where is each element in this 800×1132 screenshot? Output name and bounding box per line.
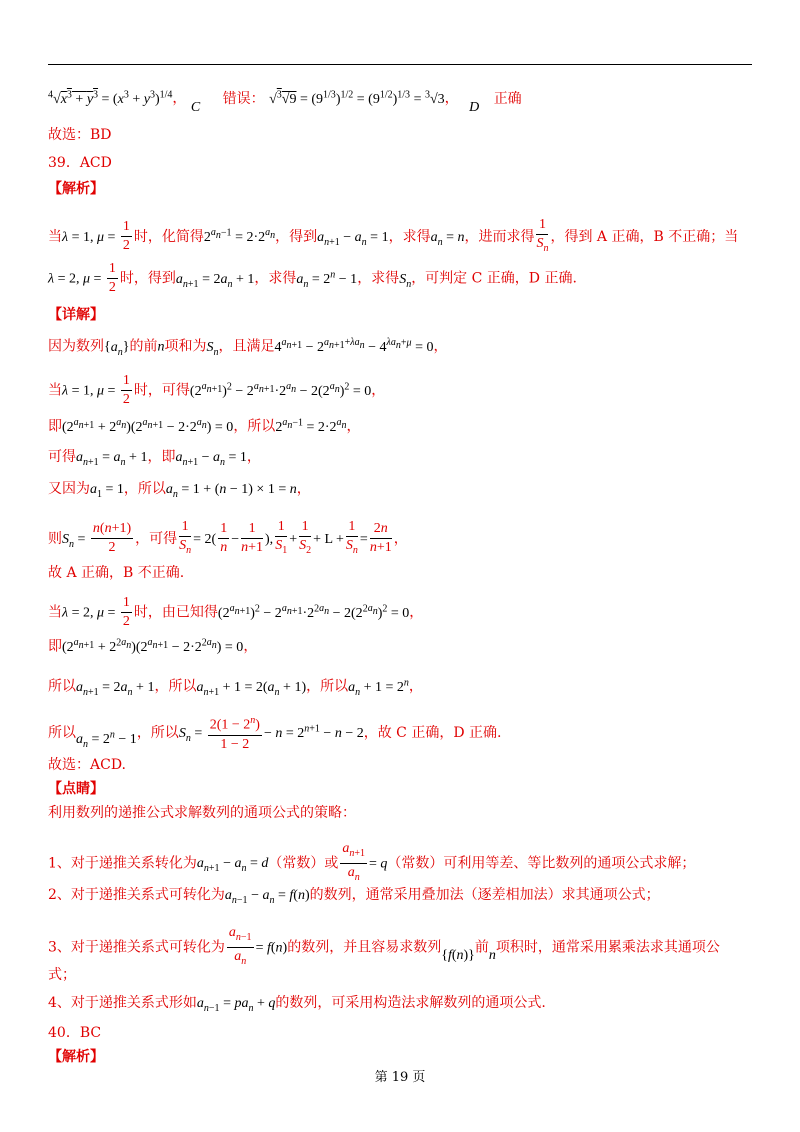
- remark-heading: 【点睛】: [48, 781, 104, 797]
- analysis-heading-39: 【解析】: [48, 181, 104, 197]
- answer-line-acd: 故选：ACD.: [48, 757, 126, 773]
- strategy-item-3: 3、对于递推关系式可转化为 $\frac{a_{n-1}}{a_n}$ = f(n)的数列，并且容易求数列{f(n)}前n项积时，通常采用累乘法求其通项公: [48, 925, 720, 967]
- detail-line-4: 可得$a_{n+1} = a_n + 1$，即$a_{n+1} - a_n = 1$，: [48, 449, 261, 468]
- math-root-expression: $^4√x^3 + y^3 = (x^3 + y^3)^{1/4}$: [48, 89, 173, 107]
- detail-line-1: 因为数列$\{a_n\}$的前n项和为$S_n$，且满足$4^{a_{n+1}} - 2^{a_{n+1}+\lambda a_n} - 4^{\lambda a_n+\mu} = 0$，: [48, 337, 448, 358]
- detail-line-10: 所以$a_{n+1} = 2a_n + 1$，所以$a_{n+1} + 1 = 2(a_n + 1)$，所以$a_n + 1 = 2^n$，: [48, 677, 423, 698]
- analysis-line-2: λ = 2, μ = $\frac{1}{2}$ 时，得到$a_{n+1} = 2a_n + 1$，求得$a_n = 2^n - 1$，求得$S_n$，可判定 C 正确，D 正确.: [48, 261, 577, 295]
- answer-line-bd: 故选：BD: [48, 127, 112, 143]
- option-d-label: D: [469, 99, 480, 115]
- error-label: 错误：: [222, 90, 265, 107]
- question-40-heading: 40．BC: [48, 1025, 102, 1041]
- question-39-heading: 39．ACD: [48, 155, 112, 171]
- detail-line-11: 所以$a_n = 2^n - 1$，所以$S_n$ = $\frac{2(1 - 2^n)}{1 - 2}$ − $n = 2^{n+1} - n - 2$，故 C 正确，D 正确.: [48, 712, 501, 754]
- detail-line-9: 即$(2^{a_{n+1}} + 2^{2a_n})(2^{a_{n+1}} - 2\cdot 2^{2a_n}) = 0$，: [48, 637, 258, 655]
- detail-line-6: 则$S_n$ = $\frac{n(n+1)}{2}$ ，可得 $\frac{1}{S_n}$ = 2( $\frac{1}{n}$ − $\frac{1}{n+1}$ ), $\frac{1}{S_1}$ + $\frac{1}{S_2}$ + L + $\frac{1}{S_n}$ = $\frac{2n}{n+1}$ ，: [48, 519, 408, 556]
- page-footer: 第 19 页: [374, 1070, 426, 1085]
- detail-line-7: 故 A 正确，B 不正确.: [48, 565, 185, 581]
- math-nested-root: $√^3√9 = (9^{1/3})^{1/2} = (9^{1/2})^{1/3} = ^3√3$: [269, 89, 445, 107]
- header-rule: [48, 64, 752, 65]
- detail-line-8: 当λ = 2, μ = $\frac{1}{2}$ 时，由已知得$(2^{a_{n+1}})^2 - 2^{a_{n+1}}\cdot 2^{2a_n} - 2(2^{2a_n})^2 = 0$，: [48, 595, 424, 629]
- analysis-heading-40: 【解析】: [48, 1049, 104, 1065]
- detail-line-5: 又因为$a_1 = 1$，所以$a_n = 1 + (n - 1) \times 1 = n$，: [48, 481, 311, 500]
- strategy-item-4: 4、对于递推关系式形如$a_{n-1} = pa_n + q$的数列，可采用构造法求解数列的通项公式.: [48, 995, 546, 1014]
- analysis-line-1: 当λ = 1, μ = $\frac{1}{2}$ 时，化简得$2^{a_n-1} = 2\cdot 2^{a_n}$，得到$a_{n+1} - a_n = 1$，求得$a_n = n$，进而求得 $\frac{1}{S_n}$ ，得到 A 正确，B 不正确；当: [48, 217, 739, 254]
- correct-label: 正确: [493, 90, 522, 107]
- detail-line-3: 即$(2^{a_{n+1}} + 2^{a_n})(2^{a_{n+1}} - 2\cdot 2^{a_n}) = 0$，所以$2^{a_n-1} = 2\cdot 2^{a_n}$，: [48, 417, 361, 435]
- strategy-item-3-cont: 式；: [48, 967, 76, 983]
- formula-line-1: $^4√x^3 + y^3 = (x^3 + y^3)^{1/4}$， C 错误： $√^3√9 = (9^{1/3})^{1/2} = (9^{1/2})^{1/3} = ^3√3$， D 正确: [48, 89, 522, 115]
- detail-heading: 【详解】: [48, 307, 104, 323]
- detail-line-2: 当λ = 1, μ = $\frac{1}{2}$ 时，可得$(2^{a_{n+1}})^2 - 2^{a_{n+1}}\cdot 2^{a_n} - 2(2^{a_n})^2 = 0$，: [48, 373, 386, 407]
- option-c-label: C: [190, 99, 201, 115]
- strategy-item-1: 1、对于递推关系转化为$a_{n+1} - a_n = d$（常数）或 $\frac{a_{n+1}}{a_n}$ = q（常数）可利用等差、等比数列的通项公式求解；: [48, 841, 696, 883]
- strategy-intro: 利用数列的递推公式求解数列的通项公式的策略：: [48, 805, 356, 821]
- strategy-item-2: 2、对于递推关系式可转化为$a_{n-1} - a_n = f(n)$的数列，通常采用叠加法（逐差相加法）求其通项公式；: [48, 887, 660, 906]
